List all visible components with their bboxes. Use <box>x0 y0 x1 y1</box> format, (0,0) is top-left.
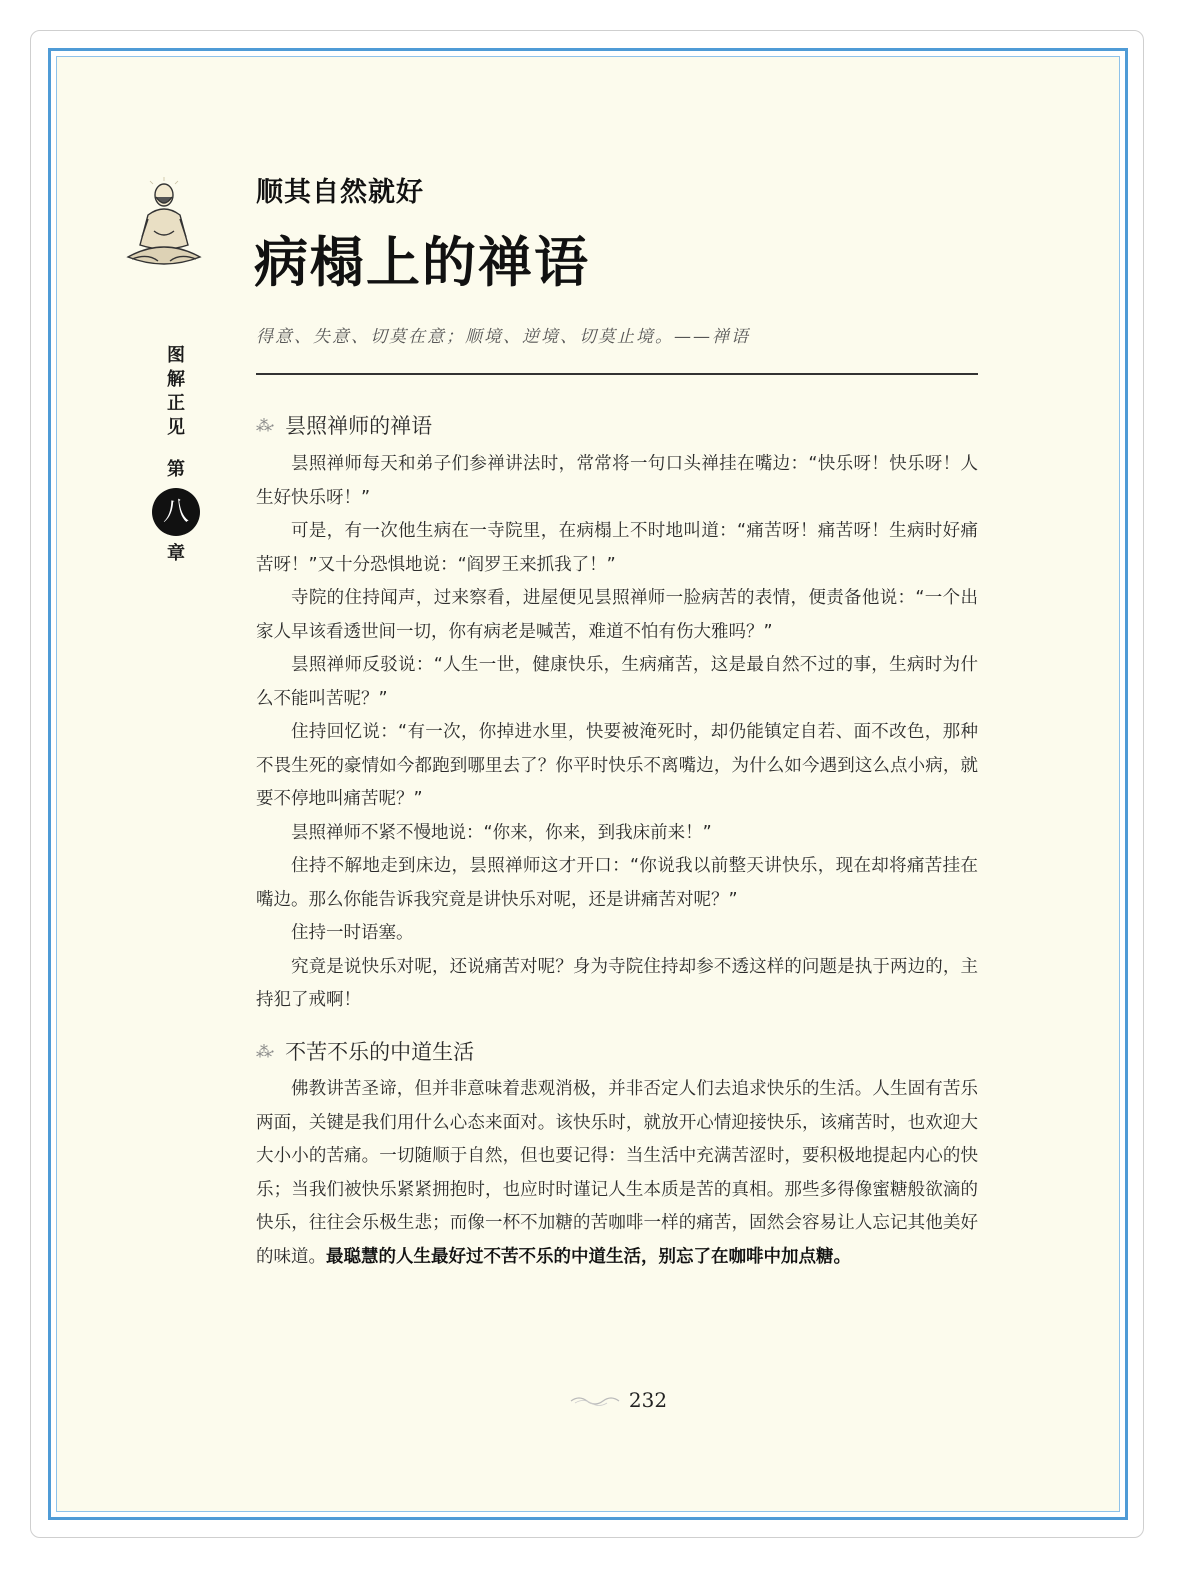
paragraph: 可是，有一次他生病在一寺院里，在病榻上不时地叫道：“痛苦呀！痛苦呀！生病时好痛苦呀！”又十分恐惧地说：“阎罗王来抓我了！” <box>256 521 978 575</box>
flourish-ornament-icon <box>569 1393 625 1407</box>
section-heading-1-text: 昙照禅师的禅语 <box>285 414 433 438</box>
page-subtitle: 顺其自然就好 <box>256 177 424 208</box>
section-1-body <box>256 448 978 1018</box>
paragraph: 住持一时语塞。 <box>291 923 414 943</box>
page-number: 232 <box>628 1388 668 1412</box>
meditating-monk-icon <box>118 175 210 275</box>
epigraph: 得意、失意、切莫在意；顺境、逆境、切莫止境。——禅语 <box>256 327 750 347</box>
book-title-vertical: 图解正见 <box>167 345 185 438</box>
chapter-prefix: 第 <box>167 459 185 480</box>
section-heading-2-text: 不苦不乐的中道生活 <box>285 1040 475 1064</box>
section-heading-2 <box>256 1036 474 1066</box>
paragraph-bold-text: 最聪慧的人生最好过不苦不乐的中道生活，别忘了在咖啡中加点糖。 <box>326 1246 851 1267</box>
paragraph: 昙照禅师每天和弟子们参禅讲法时，常常将一句口头禅挂在嘴边：“快乐呀！快乐呀！人生好快乐呀！” <box>256 454 978 508</box>
chapter-sidebar <box>150 344 202 566</box>
paragraph: 寺院的住持闻声，过来察看，进屋便见昙照禅师一脸病苦的表情，便责备他说：“一个出家人早该看透世间一切，你有病老是喊苦，难道不怕有伤大雅吗？” <box>256 588 978 642</box>
section-mark-icon: ⁂· <box>256 1041 274 1061</box>
divider-rule <box>256 373 978 375</box>
paragraph: 昙照禅师不紧不慢地说：“你来，你来，到我床前来！” <box>291 822 712 843</box>
section-heading-1 <box>256 410 432 440</box>
page-title: 病榻上的禅语 <box>254 230 590 294</box>
paragraph-main-text: 佛教讲苦圣谛，但并非意味着悲观消极，并非否定人们去追求快乐的生活。人生固有苦乐两面，关键是我们用什么心态来面对。该快乐时，就放开心情迎接快乐，该痛苦时，也欢迎大大小小的苦痛。一切随顺于自然，但也要记得：当生活中充满苦涩时，要积极地提起内心的快乐；当我们被快乐紧紧拥抱时，也应时时谨记人生本质是苦的真相。那些多得像蜜糖般欲滴的快乐，往往会乐极生悲；而像一杯不加糖的苦咖啡一样的痛苦，固然会容易让人忘记其他美好的味道。 <box>256 1079 978 1267</box>
paragraph <box>256 1073 978 1274</box>
chapter-suffix: 章 <box>167 543 185 564</box>
section-2-body <box>256 1073 978 1274</box>
chapter-number-badge: 八 <box>152 488 200 536</box>
paragraph: 住持回忆说：“有一次，你掉进水里，快要被淹死时，却仍能镇定自若、面不改色，那种不畏生死的豪情如今都跑到哪里去了？你平时快乐不离嘴边，为什么如今遇到这么点小病，就要不停地叫痛苦呢？” <box>256 722 978 809</box>
paragraph: 住持不解地走到床边，昙照禅师这才开口：“你说我以前整天讲快乐，现在却将痛苦挂在嘴边。那么你能告诉我究竟是讲快乐对呢，还是讲痛苦对呢？” <box>256 856 978 910</box>
paragraph: 昙照禅师反驳说：“人生一世，健康快乐，生病痛苦，这是最自然不过的事，生病时为什么不能叫苦呢？” <box>256 655 978 709</box>
paragraph: 究竟是说快乐对呢，还说痛苦对呢？身为寺院住持却参不透这样的问题是执于两边的，主持犯了戒啊！ <box>256 956 978 1010</box>
page-footer <box>548 1388 688 1412</box>
section-mark-icon: ⁂· <box>256 415 274 435</box>
